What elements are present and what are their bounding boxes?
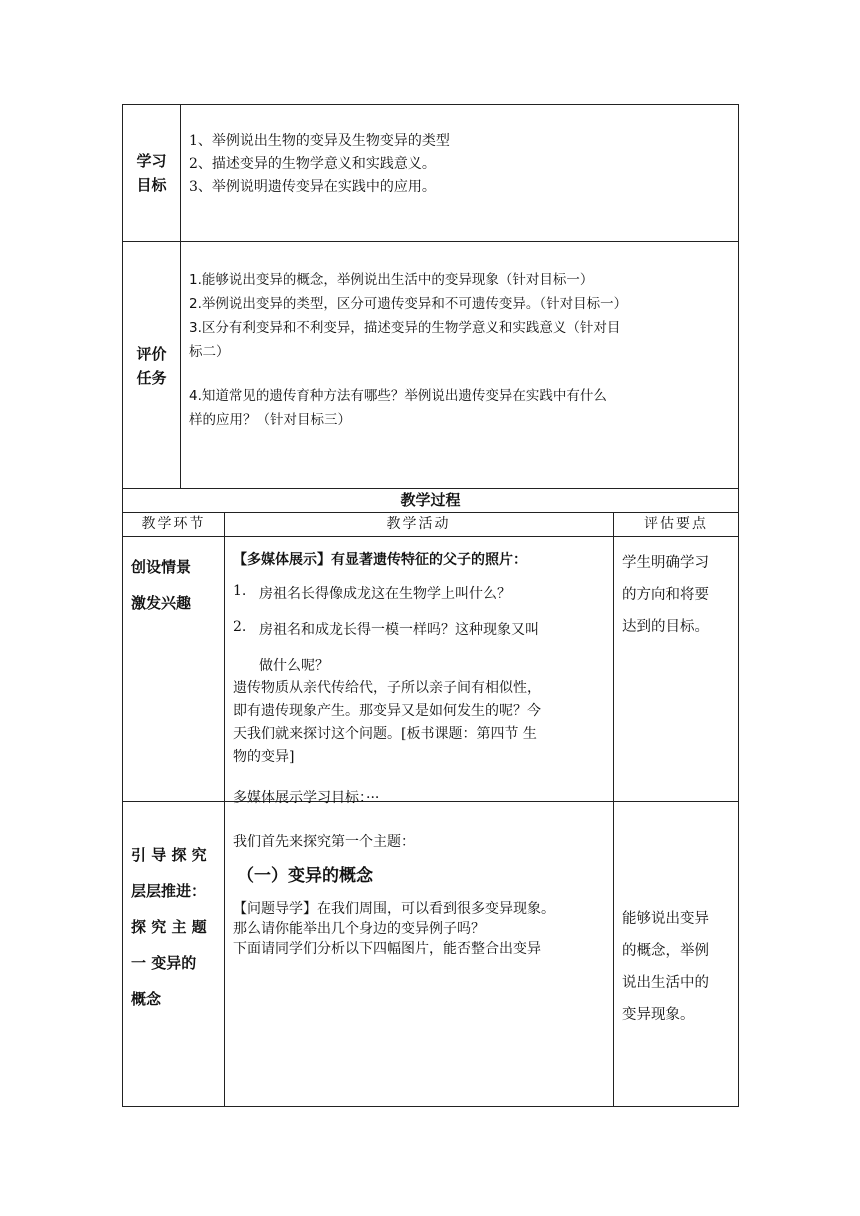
question-2-number: 2. (233, 619, 247, 635)
eval-line: 的方向和将要 (622, 587, 709, 603)
stage-explore-line: 引 导 探 究 (131, 846, 207, 864)
evaluation-item: 标二） (189, 344, 230, 360)
stage-explore-line: 一 变异的 (131, 954, 197, 972)
evaluation-list (189, 268, 734, 432)
evaluation-row (123, 242, 738, 489)
paragraph-line: 物的变异] (233, 749, 295, 765)
explore-intro: 我们首先来探究第一个主题： (233, 834, 415, 850)
evaluation-item: 4.知道常见的遗传育种方法有哪些？举例说出遗传变异在实践中有什么 (189, 388, 607, 404)
header-evaluation: 评估要点 (644, 516, 708, 532)
objective-item: 2、描述变异的生物学意义和实践意义。 (189, 156, 436, 172)
evaluation-point-2 (622, 903, 709, 1031)
objectives-row (123, 105, 738, 242)
eval-line: 达到的目标。 (622, 619, 709, 635)
paragraph-line: 遗传物质从亲代传给代，子所以亲子间有相似性， (233, 680, 541, 696)
process-title: 教学过程 (123, 489, 738, 513)
objectives-list (189, 130, 734, 199)
question-1: 房祖名长得像成龙这在生物学上叫什么？ (259, 586, 511, 602)
evaluation-item: 3.区分有利变异和不利变异，描述变异的生物学意义和实践意义（针对目 (189, 320, 621, 336)
topic-heading: （一）变异的概念 (237, 866, 373, 886)
stage-explore-line: 概念 (131, 990, 162, 1008)
objectives-label (123, 105, 181, 241)
question-2: 房祖名和成龙长得一模一样吗？这种现象又叫 (259, 622, 539, 638)
paragraph-line: 天我们就来探讨这个问题。[板书课题：第四节 生 (233, 726, 537, 742)
question-1-number: 1. (233, 583, 247, 599)
evaluation-label-line2: 任务 (136, 368, 167, 387)
media-objectives: 多媒体展示学习目标：··· (233, 790, 380, 806)
guide-paragraph (233, 899, 555, 959)
eval-line: 学生明确学习 (622, 555, 709, 571)
column-divider (224, 513, 225, 1107)
guide-line: 下面请同学们分析以下四幅图片，能否整合出变异 (233, 941, 541, 957)
stage-intro-line1: 创设情景 (131, 558, 192, 576)
evaluation-label-line1: 评价 (136, 344, 167, 363)
stage-explore (131, 837, 219, 1017)
stage-explore-line: 探 究 主 题 (131, 918, 207, 936)
activity-intro: 【多媒体展示】有显著遗传特征的父子的照片： (233, 552, 527, 568)
evaluation-item: 样的应用？（针对目标三） (189, 412, 351, 428)
guide-line: 【问题导学】在我们周围，可以看到很多变异现象。 (233, 901, 555, 917)
stage-explore-line: 层层推进： (131, 882, 207, 900)
objectives-label-line2: 目标 (136, 176, 167, 194)
process-table (122, 488, 739, 1107)
paragraph-line: 即有遗传现象产生。那变异又是如何发生的呢？今 (233, 703, 541, 719)
row-divider (123, 801, 738, 802)
evaluation-point-1 (622, 547, 709, 643)
stage-intro (131, 549, 191, 621)
objective-item: 3、举例说明遗传变异在实践中的应用。 (189, 179, 436, 195)
process-header-row (123, 513, 738, 537)
guide-line: 那么请你能举出几个身边的变异例子吗？ (233, 921, 485, 937)
stage-intro-line2: 激发兴趣 (131, 594, 192, 612)
objectives-label-line1: 学习 (136, 152, 167, 170)
header-stage: 教学环节 (141, 516, 206, 532)
eval-line: 说出生活中的 (622, 975, 709, 991)
column-divider (613, 513, 614, 1107)
eval-line: 的概念，举例 (622, 943, 709, 959)
header-activity: 教学活动 (386, 516, 451, 532)
evaluation-item: 2.举例说出变异的类型，区分可遗传变异和不可遗传变异。（针对目标一） (189, 296, 628, 312)
objective-item: 1、举例说出生物的变异及生物变异的类型 (189, 133, 450, 149)
eval-line: 变异现象。 (622, 1007, 695, 1023)
eval-line: 能够说出变异 (622, 911, 709, 927)
evaluation-label (123, 242, 181, 489)
evaluation-item: 1.能够说出变异的概念，举例说出生活中的变异现象（针对目标一） (189, 272, 594, 288)
activity-paragraph (233, 677, 541, 769)
objectives-table (122, 104, 739, 489)
question-2-continued: 做什么呢？ (259, 658, 329, 674)
